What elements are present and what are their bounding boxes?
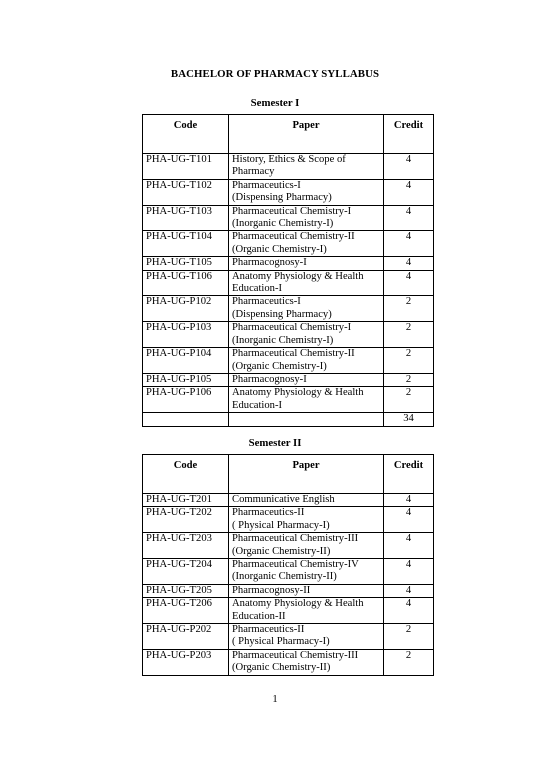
semester-1-table bbox=[142, 114, 434, 427]
cell-credit: 4 bbox=[384, 598, 434, 624]
cell-paper bbox=[229, 507, 384, 533]
cell-code: PHA-UG-T103 bbox=[143, 205, 229, 231]
cell-paper bbox=[229, 649, 384, 675]
paper-line: (Organic Chemistry-I) bbox=[232, 243, 327, 255]
cell-code: PHA-UG-P203 bbox=[143, 649, 229, 675]
cell-credit: 4 bbox=[384, 494, 434, 507]
cell-code: PHA-UG-P103 bbox=[143, 322, 229, 348]
table-row bbox=[143, 387, 434, 413]
cell-code: PHA-UG-P105 bbox=[143, 373, 229, 386]
paper-line: Anatomy Physiology & Health bbox=[232, 598, 364, 610]
cell-credit: 4 bbox=[384, 205, 434, 231]
cell-code: PHA-UG-P102 bbox=[143, 296, 229, 322]
table-row bbox=[143, 205, 434, 231]
cell-paper bbox=[229, 373, 384, 386]
cell-credit: 4 bbox=[384, 154, 434, 180]
header-credit: Credit bbox=[384, 115, 434, 154]
cell-credit: 4 bbox=[384, 179, 434, 205]
paper-line: Pharmaceutical Chemistry-II bbox=[232, 348, 355, 360]
paper-line: Anatomy Physiology & Health bbox=[232, 270, 364, 282]
paper-line: History, Ethics & Scope of bbox=[232, 154, 346, 165]
cell-code: PHA-UG-T205 bbox=[143, 584, 229, 597]
cell-credit: 2 bbox=[384, 387, 434, 413]
cell-paper bbox=[229, 270, 384, 296]
cell-credit: 2 bbox=[384, 322, 434, 348]
paper-line: Pharmaceutics-II bbox=[232, 624, 305, 636]
cell-paper bbox=[229, 584, 384, 597]
paper-line: (Inorganic Chemistry-I) bbox=[232, 218, 334, 230]
cell-paper bbox=[229, 154, 384, 180]
paper-line: Education-I bbox=[232, 399, 283, 411]
cell-credit: 2 bbox=[384, 624, 434, 650]
cell-code: PHA-UG-T201 bbox=[143, 494, 229, 507]
table-row bbox=[143, 598, 434, 624]
document-title: BACHELOR OF PHARMACY SYLLABUS bbox=[170, 68, 380, 80]
header-code: Code bbox=[143, 455, 229, 494]
cell-paper bbox=[229, 257, 384, 270]
cell-code: PHA-UG-T102 bbox=[143, 179, 229, 205]
paper-line: (Organic Chemistry-I) bbox=[232, 360, 327, 372]
cell-code: PHA-UG-P104 bbox=[143, 348, 229, 374]
total-row bbox=[143, 413, 434, 426]
cell-code: PHA-UG-T204 bbox=[143, 559, 229, 585]
cell-credit: 2 bbox=[384, 649, 434, 675]
paper-line: Pharmacognosy-I bbox=[232, 373, 307, 385]
table-row bbox=[143, 507, 434, 533]
paper-line: (Dispensing Pharmacy) bbox=[232, 308, 332, 320]
cell-paper bbox=[229, 387, 384, 413]
paper-line: (Organic Chemistry-II) bbox=[232, 545, 331, 557]
table-row bbox=[143, 584, 434, 597]
header-credit: Credit bbox=[384, 455, 434, 494]
paper-line: Education-II bbox=[232, 610, 286, 622]
cell-code: PHA-UG-P202 bbox=[143, 624, 229, 650]
cell-code: PHA-UG-T101 bbox=[143, 154, 229, 180]
cell-credit: 4 bbox=[384, 257, 434, 270]
paper-line: Pharmacy bbox=[232, 166, 275, 178]
total-empty-code bbox=[143, 413, 229, 426]
paper-line: (Inorganic Chemistry-II) bbox=[232, 571, 337, 583]
table-row bbox=[143, 296, 434, 322]
table-row bbox=[143, 231, 434, 257]
cell-code: PHA-UG-T203 bbox=[143, 533, 229, 559]
table-row bbox=[143, 348, 434, 374]
cell-credit: 4 bbox=[384, 559, 434, 585]
table-row bbox=[143, 533, 434, 559]
semester-2-title: Semester II bbox=[248, 437, 302, 449]
cell-code: PHA-UG-T106 bbox=[143, 270, 229, 296]
cell-credit: 4 bbox=[384, 507, 434, 533]
paper-line: Communicative English bbox=[232, 494, 335, 505]
table-row bbox=[143, 494, 434, 507]
paper-line: Pharmaceutics-I bbox=[232, 179, 301, 191]
paper-line: (Organic Chemistry-II) bbox=[232, 662, 331, 674]
total-credit: 34 bbox=[384, 413, 434, 426]
paper-line: Pharmaceutical Chemistry-II bbox=[232, 231, 355, 243]
semester-1-title: Semester I bbox=[250, 97, 300, 109]
cell-paper bbox=[229, 494, 384, 507]
paper-line: Anatomy Physiology & Health bbox=[232, 387, 364, 399]
table-row bbox=[143, 322, 434, 348]
cell-paper bbox=[229, 348, 384, 374]
paper-line: Pharmaceutical Chemistry-IV bbox=[232, 559, 359, 571]
cell-credit: 4 bbox=[384, 270, 434, 296]
cell-credit: 2 bbox=[384, 348, 434, 374]
header-paper: Paper bbox=[229, 455, 384, 494]
cell-paper bbox=[229, 205, 384, 231]
cell-paper bbox=[229, 533, 384, 559]
cell-code: PHA-UG-T104 bbox=[143, 231, 229, 257]
paper-line: Pharmaceutical Chemistry-I bbox=[232, 205, 352, 217]
total-empty-paper bbox=[229, 413, 384, 426]
cell-credit: 4 bbox=[384, 584, 434, 597]
semester-2-table bbox=[142, 454, 434, 676]
header-paper: Paper bbox=[229, 115, 384, 154]
cell-paper bbox=[229, 179, 384, 205]
page-number: 1 bbox=[272, 694, 278, 705]
table-row bbox=[143, 257, 434, 270]
cell-code: PHA-UG-P106 bbox=[143, 387, 229, 413]
paper-line: Pharmaceutics-II bbox=[232, 507, 305, 519]
cell-paper bbox=[229, 231, 384, 257]
paper-line: Pharmaceutical Chemistry-III bbox=[232, 533, 359, 545]
cell-paper bbox=[229, 296, 384, 322]
paper-line: Pharmaceutical Chemistry-I bbox=[232, 322, 352, 334]
table-row bbox=[143, 624, 434, 650]
paper-line: Education-I bbox=[232, 283, 283, 295]
cell-credit: 4 bbox=[384, 231, 434, 257]
table-header-row bbox=[143, 455, 434, 494]
cell-paper bbox=[229, 322, 384, 348]
paper-line: Pharmacognosy-I bbox=[232, 257, 307, 269]
paper-line: ( Physical Pharmacy-I) bbox=[232, 519, 330, 531]
cell-paper bbox=[229, 598, 384, 624]
table-header-row bbox=[143, 115, 434, 154]
paper-line: ( Physical Pharmacy-I) bbox=[232, 636, 330, 648]
table-row bbox=[143, 373, 434, 386]
paper-line: (Dispensing Pharmacy) bbox=[232, 192, 332, 204]
paper-line: Pharmacognosy-II bbox=[232, 584, 311, 596]
cell-code: PHA-UG-T202 bbox=[143, 507, 229, 533]
cell-credit: 4 bbox=[384, 533, 434, 559]
table-row bbox=[143, 559, 434, 585]
cell-credit: 2 bbox=[384, 296, 434, 322]
cell-code: PHA-UG-T206 bbox=[143, 598, 229, 624]
table-row bbox=[143, 179, 434, 205]
header-code: Code bbox=[143, 115, 229, 154]
table-row bbox=[143, 649, 434, 675]
cell-paper bbox=[229, 559, 384, 585]
cell-credit: 2 bbox=[384, 373, 434, 386]
cell-code: PHA-UG-T105 bbox=[143, 257, 229, 270]
cell-paper bbox=[229, 624, 384, 650]
paper-line: Pharmaceutics-I bbox=[232, 296, 301, 308]
paper-line: (Inorganic Chemistry-I) bbox=[232, 334, 334, 346]
paper-line: Pharmaceutical Chemistry-III bbox=[232, 649, 359, 661]
table-row bbox=[143, 154, 434, 180]
table-row bbox=[143, 270, 434, 296]
